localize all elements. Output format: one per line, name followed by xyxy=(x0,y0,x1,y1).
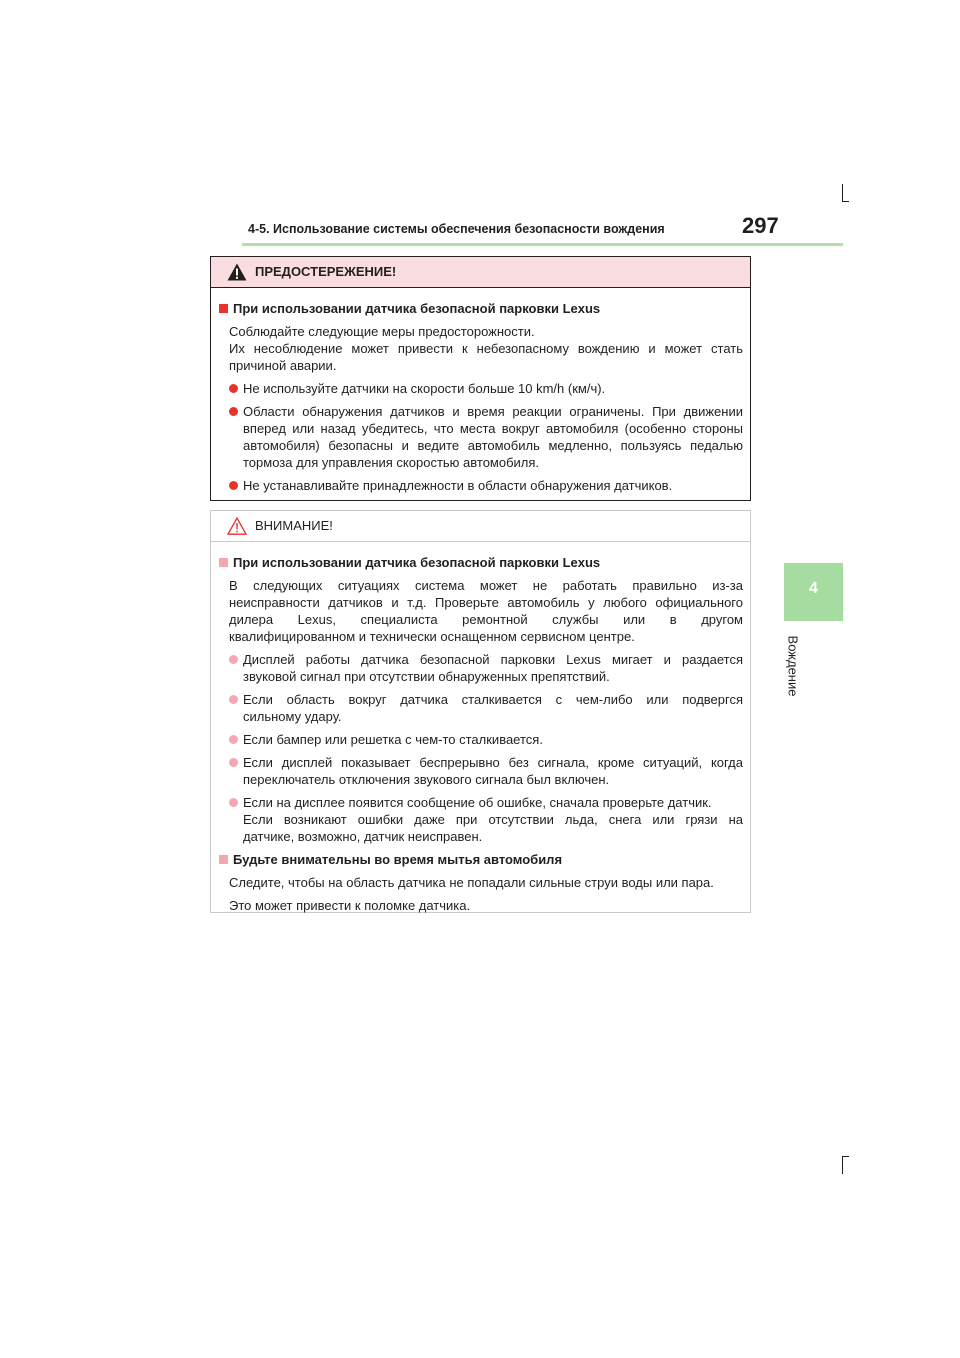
chapter-tab-number: 4 xyxy=(809,580,818,597)
notice-section-title: Будьте внимательны во время мытья автомобиля xyxy=(219,851,743,868)
notice-box-body xyxy=(211,542,750,914)
notice-intro: В следующих ситуациях система может не работать правильно из-за неисправности датчиков и т.д. Проверьте автомобиль у любого официального дилера Lexus, специалиста ремонтной службы или в другом квалифицированном и технически оснащенном сервисном центре. xyxy=(229,578,743,644)
notice-section-title: При использовании датчика безопасной парковки Lexus xyxy=(219,554,743,571)
section-header-title: 4-5. Использование системы обеспечения безопасности вождения xyxy=(248,222,665,236)
list-item: Если на дисплее появится сообщение об ошибке, сначала проверьте датчик. Если возникают ошибки даже при отсутствии льда, снега или грязи на датчике, возможно, датчик неисправен. xyxy=(219,794,743,845)
page-number: 297 xyxy=(742,213,779,238)
crop-mark xyxy=(842,201,849,202)
list-item: Дисплей работы датчика безопасной парковки Lexus мигает и раздается звуковой сигнал при отсутствии обнаруженных препятствий. xyxy=(219,651,743,685)
list-item: Не устанавливайте принадлежности в области обнаружения датчиков. xyxy=(219,477,743,494)
crop-mark xyxy=(842,1156,843,1174)
square-bullet-icon xyxy=(219,304,228,313)
notice-box xyxy=(210,510,751,913)
crop-mark xyxy=(842,1156,849,1157)
warning-box-header xyxy=(211,257,750,288)
warning-box-body xyxy=(211,288,750,494)
crop-mark xyxy=(842,184,843,202)
warning-triangle-outline-icon xyxy=(227,517,247,535)
chapter-tab[interactable] xyxy=(784,563,843,621)
list-item: Если область вокруг датчика сталкивается с чем-либо или подвергся сильному удару. xyxy=(219,691,743,725)
dot-bullet-icon xyxy=(229,407,238,416)
warning-box xyxy=(210,256,751,501)
dot-bullet-icon xyxy=(229,655,238,664)
list-item: Если бампер или решетка с чем-то сталкивается. xyxy=(219,731,743,748)
chapter-tab-label xyxy=(782,629,804,703)
warning-triangle-filled-icon xyxy=(227,263,247,281)
square-bullet-icon xyxy=(219,558,228,567)
notice-box-title: ВНИМАНИЕ! xyxy=(255,518,333,533)
chapter-tab-label-text: Вождение xyxy=(785,635,801,697)
warning-box-title: ПРЕДОСТЕРЕЖЕНИЕ! xyxy=(255,264,397,279)
notice-intro: Следите, чтобы на область датчика не попадали сильные струи воды или пара. Это может привести к поломке датчика. xyxy=(229,875,714,913)
list-item: Области обнаружения датчиков и время реакции ограничены. При движении вперед или назад убедитесь, что места вокруг автомобиля (особенно стороны автомобиля) безопасны и ведите автомобиль медленно, пользуясь педалью тормоза для управления скоростью автомобиля. xyxy=(219,403,743,471)
dot-bullet-icon xyxy=(229,695,238,704)
notice-box-header xyxy=(211,511,750,542)
header-divider xyxy=(242,243,843,246)
list-item: Не используйте датчики на скорости больше 10 km/h (км/ч). xyxy=(219,380,743,397)
dot-bullet-icon xyxy=(229,798,238,807)
square-bullet-icon xyxy=(219,855,228,864)
dot-bullet-icon xyxy=(229,735,238,744)
dot-bullet-icon xyxy=(229,758,238,767)
warning-section-title: При использовании датчика безопасной парковки Lexus xyxy=(219,300,743,317)
list-item: Если дисплей показывает беспрерывно без сигнала, кроме ситуаций, когда переключатель отключения звукового сигнала был включен. xyxy=(219,754,743,788)
warning-intro: Соблюдайте следующие меры предосторожности. Их несоблюдение может привести к небезопасному вождению и может стать причиной аварии. xyxy=(229,324,743,373)
dot-bullet-icon xyxy=(229,481,238,490)
dot-bullet-icon xyxy=(229,384,238,393)
